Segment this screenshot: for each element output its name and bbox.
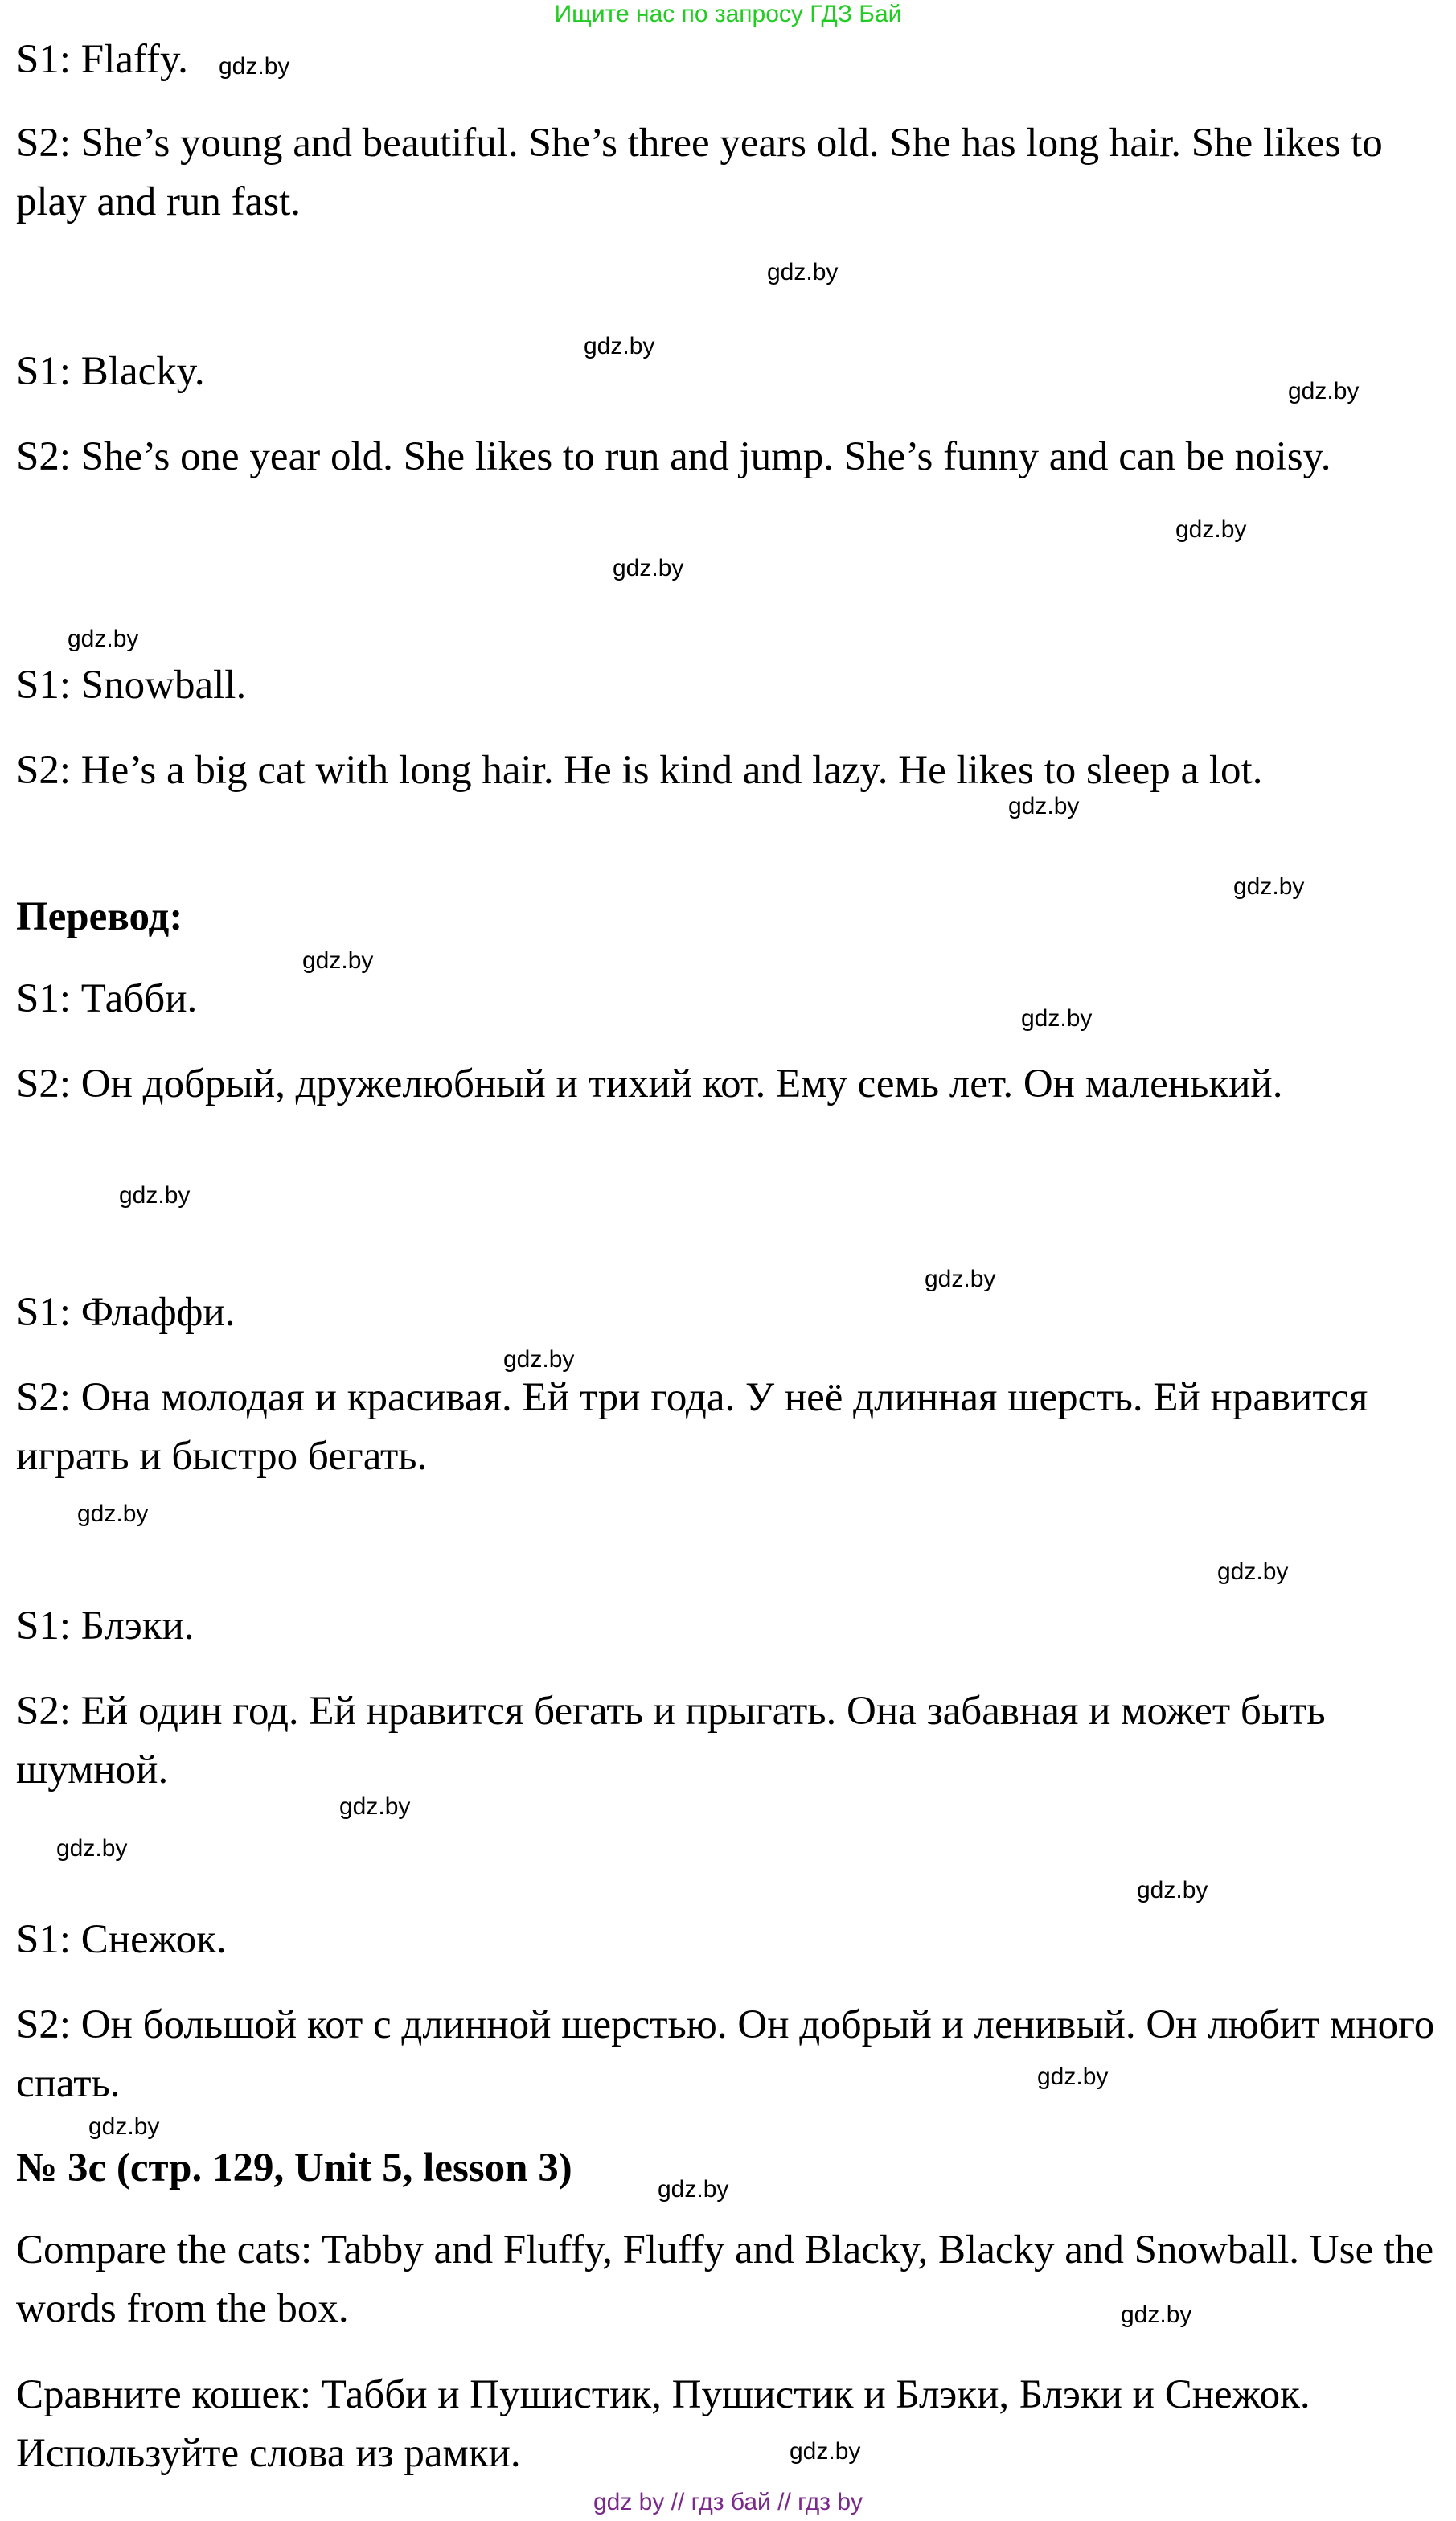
- exercise-heading: № 3c (стр. 129, Unit 5, lesson 3): [16, 2145, 572, 2190]
- watermark: gdz.by: [1137, 1877, 1208, 1903]
- watermark: gdz.by: [1175, 516, 1247, 543]
- dialogue-line-ru-s2-tabby: S2: Он добрый, дружелюбный и тихий кот. Ему семь лет. Он маленький.: [16, 1061, 1283, 1107]
- dialogue-line-ru-s2-fluffy: S2: Она молодая и красивая. Ей три года. У неё длинная шерсть. Ей нравится играть и быстро бегать.: [16, 1375, 1368, 1479]
- watermark: gdz.by: [1288, 378, 1360, 404]
- watermark: gdz.by: [219, 53, 290, 80]
- dialogue-line-en-s2-blacky: S2: She’s one year old. She likes to run and jump. She’s funny and can be noisy.: [16, 434, 1331, 479]
- dialogue-line-ru-s1-blacky: S1: Блэки.: [16, 1603, 195, 1649]
- dialogue-line-en-s2-snowball: S2: He’s a big cat with long hair. He is kind and lazy. He likes to sleep a lot.: [16, 748, 1263, 793]
- dialogue-line-en-s1-blacky: S1: Blacky.: [16, 349, 205, 394]
- footer-links[interactable]: gdz by // гдз бай // гдз by: [593, 2489, 863, 2515]
- dialogue-line-ru-s1-tabby: S1: Табби.: [16, 976, 198, 1021]
- dialogue-line-ru-s1-fluffy: S1: Флаффи.: [16, 1290, 236, 1335]
- task-text-en: Compare the cats: Tabby and Fluffy, Fluffy and Blacky, Blacky and Snowball. Use the words from the box.: [16, 2227, 1434, 2331]
- site-search-banner[interactable]: Ищите нас по запросу ГДЗ Бай: [554, 1, 902, 27]
- task-text-ru: Сравните кошек: Табби и Пушистик, Пушистик и Блэки, Блэки и Снежок. Используйте слова из рамки.: [16, 2372, 1310, 2476]
- watermark: gdz.by: [658, 2176, 729, 2203]
- watermark: gdz.by: [1233, 873, 1305, 900]
- watermark: gdz.by: [56, 1835, 128, 1862]
- watermark: gdz.by: [1037, 2063, 1109, 2090]
- watermark: gdz.by: [88, 2113, 160, 2140]
- watermark: gdz.by: [302, 947, 374, 974]
- watermark: gdz.by: [925, 1266, 996, 1292]
- dialogue-line-ru-s2-snowball: S2: Он большой кот с длинной шерстью. Он добрый и ленивый. Он любит много спать.: [16, 2002, 1435, 2106]
- watermark: gdz.by: [1021, 1005, 1093, 1032]
- watermark: gdz.by: [503, 1346, 575, 1373]
- watermark: gdz.by: [1121, 2301, 1192, 2328]
- dialogue-line-ru-s2-blacky: S2: Ей один год. Ей нравится бегать и прыгать. Она забавная и может быть шумной.: [16, 1689, 1326, 1792]
- dialogue-line-en-s1-fluffy: S1: Flaffy.: [16, 37, 188, 82]
- watermark: gdz.by: [1217, 1558, 1289, 1585]
- watermark: gdz.by: [68, 626, 139, 652]
- watermark: gdz.by: [339, 1793, 411, 1820]
- dialogue-line-ru-s1-snowball: S1: Снежок.: [16, 1917, 227, 1962]
- translation-heading: Перевод:: [16, 894, 183, 939]
- watermark: gdz.by: [790, 2438, 861, 2465]
- dialogue-line-en-s2-fluffy: S2: She’s young and beautiful. She’s three years old. She has long hair. She likes to play and run fast.: [16, 121, 1383, 224]
- watermark: gdz.by: [1008, 793, 1080, 819]
- watermark: gdz.by: [767, 259, 839, 285]
- dialogue-line-en-s1-snowball: S1: Snowball.: [16, 663, 247, 708]
- watermark: gdz.by: [584, 333, 655, 359]
- watermark: gdz.by: [613, 555, 684, 581]
- watermark: gdz.by: [119, 1182, 191, 1209]
- watermark: gdz.by: [77, 1501, 149, 1527]
